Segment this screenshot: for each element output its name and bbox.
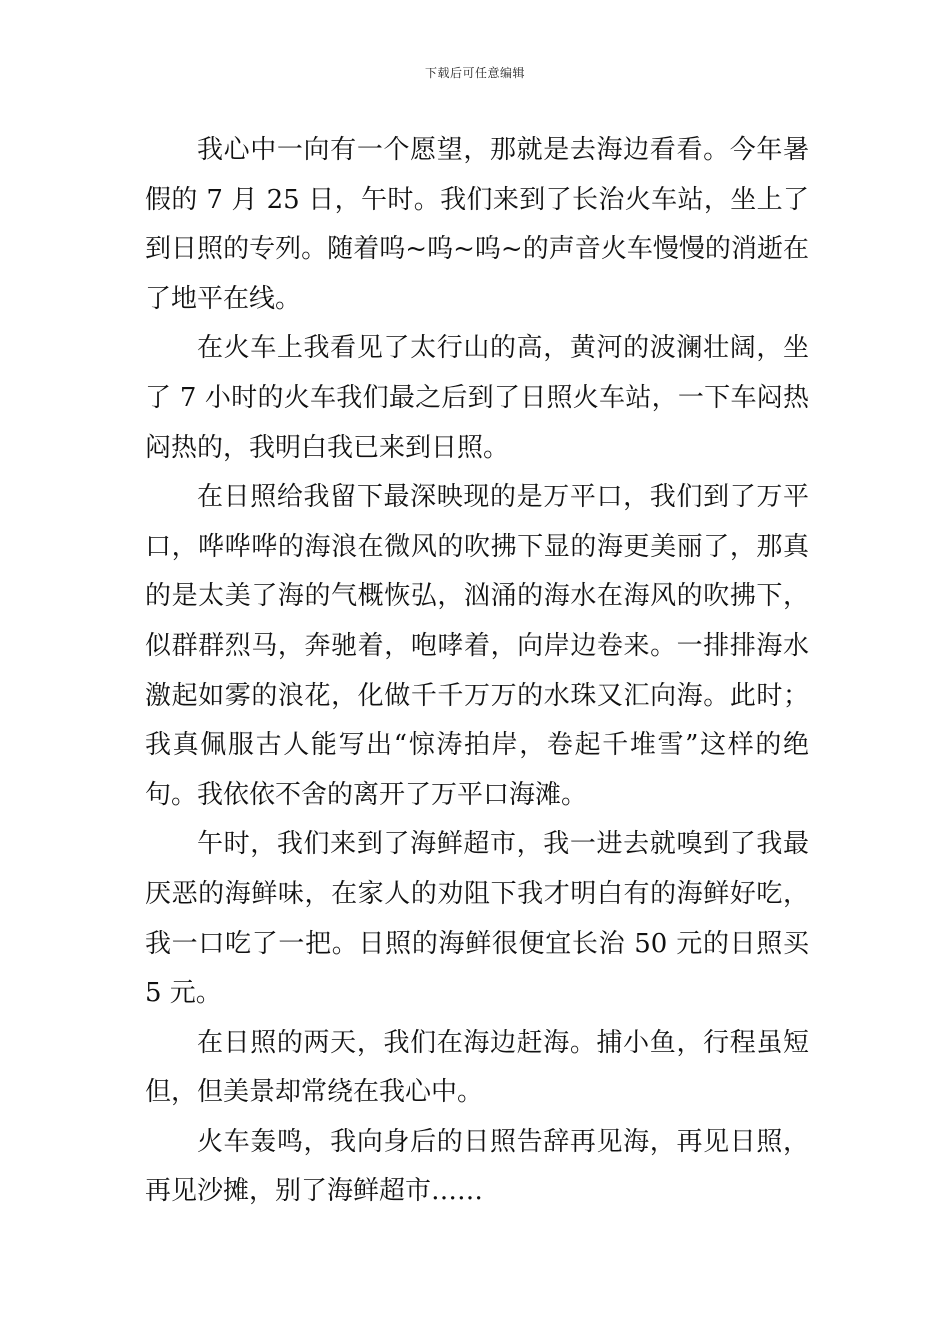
page-header: 下载后可任意编辑 [424, 66, 525, 80]
paragraph-5: 在日照的两天，我们在海边赶海。捕小鱼，行程虽短但，但美景却常绕在我心中。 [145, 1027, 809, 1108]
paragraph-4: 午时，我们来到了海鲜超市，我一进去就嗅到了我最厌恶的海鲜味，在家人的劝阻下我才明白有的海鲜好吃，我一口吃了一把。日照的海鲜很便宜长治 50 元的日照买 5 元。 [145, 829, 809, 1009]
paragraph-6: 火车轰鸣，我向身后的日照告辞再见海，再见日照，再见沙摊，别了海鲜超市…… [145, 1126, 809, 1207]
paragraph-3: 在日照给我留下最深映现的是万平口，我们到了万平口，哗哗哗的海浪在微风的吹拂下显的海更美丽了，那真的是太美了海的气概恢弘，汹涌的海水在海风的吹拂下，似群群烈马，奔驰着，咆哮着，向岸边卷来。一排排海水激起如雾的浪花，化做千千万万的水珠又汇向海。此时；我真佩服古人能写出“惊涛拍岸，卷起千堆雪”这样的绝句。我依依不舍的离开了万平口海滩。 [145, 482, 809, 810]
essay-body [145, 126, 809, 1217]
paragraph-2: 在火车上我看见了太行山的高，黄河的波澜壮阔，坐了 7 小时的火车我们最之后到了日照火车站，一下车闷热闷热的，我明白我已来到日照。 [145, 333, 809, 463]
paragraph-1: 我心中一向有一个愿望，那就是去海边看看。今年暑假的 7 月 25 日，午时。我们来到了长治火车站，坐上了到日照的专列。随着呜~呜~呜~的声音火车慢慢的消逝在了地平在线。 [145, 135, 809, 314]
